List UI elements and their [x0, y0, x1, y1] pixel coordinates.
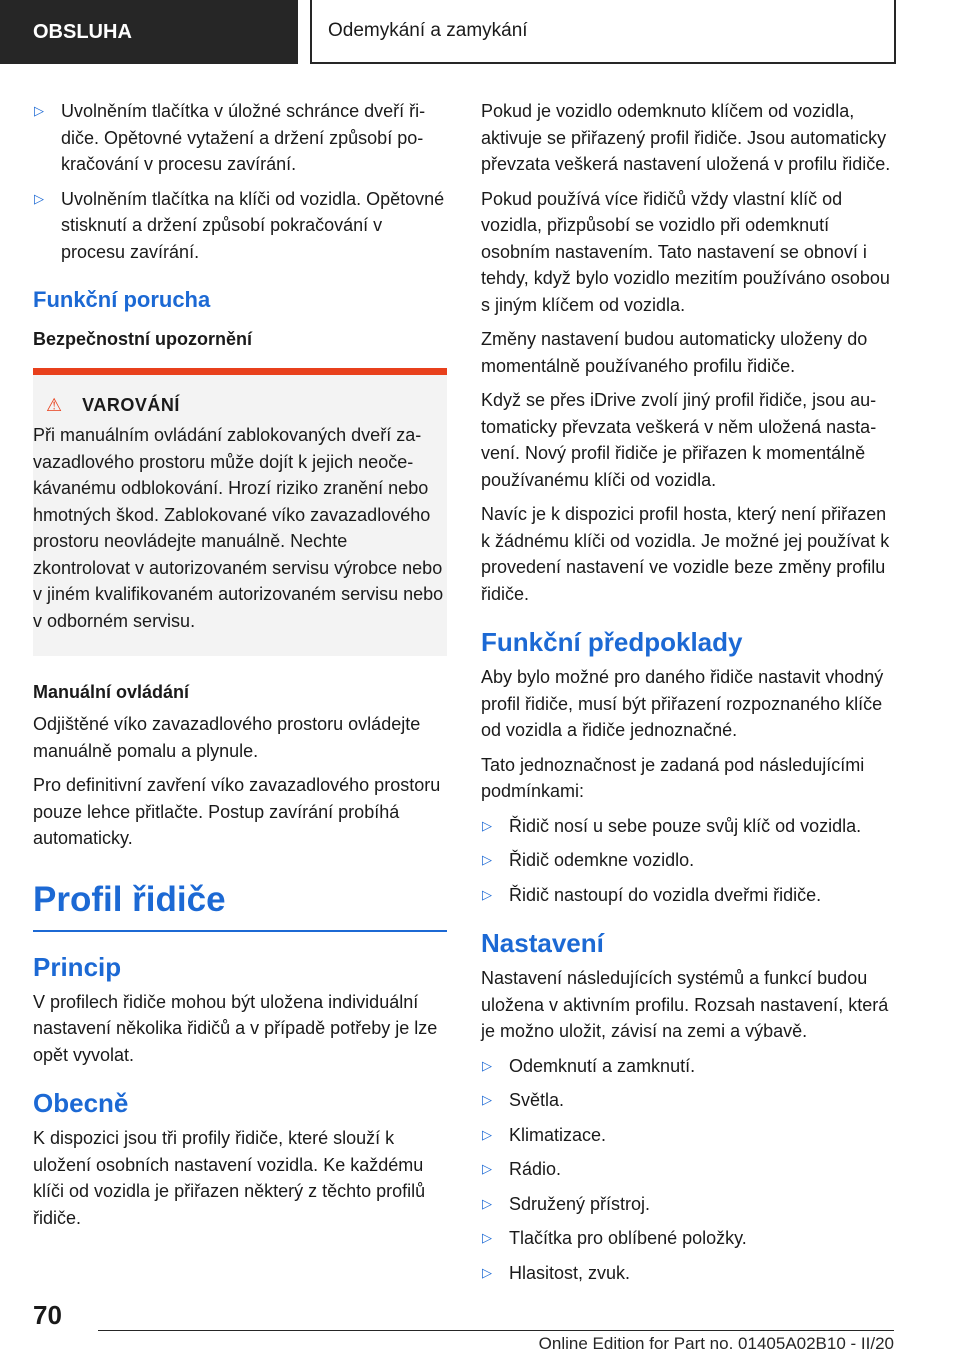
triangle-bullet-icon: ▷	[482, 1057, 492, 1073]
list-item: ▷ Hlasitost, zvuk.	[481, 1260, 895, 1287]
list-item: ▷ Světla.	[481, 1087, 895, 1114]
settings-paragraph: Nastavení následujících systémů a funkcí budou uložena v aktivním profilu. Rozsah nastavení, která je možno uložit, závisí na zemi a výbavě.	[481, 968, 889, 1041]
prereq-paragraph: Aby bylo možné pro daného řidiče nastavit vhodný profil řidiče, musí být přiřazení rozpoznaného klíče od vozidla a řidiče jednoznačné.	[481, 667, 884, 740]
profile-paragraph: Když se přes iDrive zvolí jiný profil řidiče, jsou automaticky převzata veškerá v něm uložená nastavení. Nový profil řidiče je přiřazen k momentálně používanému klíči od vozidla.	[481, 390, 877, 490]
warning-triangle-icon: ⚠	[46, 395, 63, 415]
safety-heading: Bezpečnostní upozornění	[33, 329, 253, 349]
list-item: ▷ Řidič nastoupí do vozidla dveřmi řidiče.	[481, 882, 895, 909]
page-header-title: Odemykání a zamykání	[310, 0, 896, 64]
triangle-bullet-icon: ▷	[482, 1264, 492, 1280]
triangle-bullet-icon: ▷	[34, 190, 44, 206]
list-item: ▷ Řidič odemkne vozidlo.	[481, 847, 895, 874]
warning-title: VAROVÁNÍ	[82, 395, 180, 415]
warning-box	[33, 368, 447, 656]
general-heading: Obecně	[33, 1088, 129, 1118]
list-item: ▷ Odemknutí a zamknutí.	[481, 1053, 895, 1080]
list-item: ▷ Uvolněním tlačítka na klíči od vozidla. Opětovné stisknutí a držení způsobí pokračování v procesu zavírání.	[33, 186, 447, 266]
list-item: ▷ Tlačítka pro oblíbené položky.	[481, 1225, 895, 1252]
triangle-bullet-icon: ▷	[482, 852, 492, 867]
list-item: ▷ Řidič nosí u sebe pouze svůj klíč od vozidla.	[481, 813, 895, 840]
page-number: 70	[33, 1300, 62, 1330]
manual-heading: Manuální ovládání	[33, 682, 190, 702]
profile-paragraph: Pokud je vozidlo odemknuto klíčem od vozidla, aktivuje se přiřazený profil řidiče. Jsou automaticky převzata veškerá nastavení uložená v profilu řidiče.	[481, 101, 891, 174]
triangle-bullet-icon: ▷	[482, 1126, 492, 1142]
profile-heading: Profil řidiče	[33, 880, 447, 932]
footer-divider	[98, 1330, 894, 1331]
edition-footer: Online Edition for Part no. 01405A02B10 - II/20	[538, 1334, 894, 1353]
fault-heading: Funkční porucha	[33, 287, 211, 312]
profile-paragraph: Pokud používá více řidičů vždy vlastní klíč od vozidla, přizpůsobí se vozidlo při odemknutí osobním nastavením. Tato nastavení se obnoví i tehdy, když bylo vozidlo mezitím používáno osobou s jiným klíčem od vozidla.	[481, 188, 890, 315]
triangle-bullet-icon: ▷	[482, 817, 492, 833]
prereq-paragraph: Tato jednoznačnost je zadaná pod následujícími podmínkami:	[481, 754, 865, 801]
profile-paragraph: Změny nastavení budou automaticky uloženy do momentálně používaného profilu řidiče.	[481, 329, 868, 376]
list-item: ▷ Sdružený přístroj.	[481, 1191, 895, 1218]
triangle-bullet-icon: ▷	[482, 886, 492, 902]
triangle-bullet-icon: ▷	[482, 1195, 492, 1211]
list-item: ▷ Uvolněním tlačítka v úložné schránce dveří řidiče. Opětovné vytažení a držení způsobí pokračování v procesu zavírání.	[33, 98, 447, 178]
triangle-bullet-icon: ▷	[482, 1230, 492, 1245]
list-item: ▷ Rádio.	[481, 1156, 895, 1183]
right-column	[481, 98, 895, 1294]
principle-paragraph: V profilech řidiče mohou být uložena individuální nastavení několika řidičů a v případě potřeby je lze opět vyvolat.	[33, 991, 438, 1065]
manual-paragraph: Odjištěné víko zavazadlového prostoru ovládejte manuálně pomalu a plynule.	[33, 714, 421, 761]
settings-heading: Nastavení	[481, 928, 604, 958]
triangle-bullet-icon: ▷	[482, 1161, 492, 1176]
warning-text: Při manuálním ovládání zablokovaných dveří zavazadlového prostoru může dojít k jejich neočekávanému odblokování. Hrozí riziko zranění nebo hmotných škod. Zablokované víko zavazadlového prostoru neovládejte manuálně. Nechte zkontrolovat v autorizovaném servisu výrobce nebo v jiném kvalifikovaném autorizovaném servisu nebo v odborném servisu.	[33, 425, 444, 631]
triangle-bullet-icon: ▷	[482, 1092, 492, 1107]
profile-paragraph: Navíc je k dispozici profil hosta, který není přiřazen k žádnému klíči od vozidla. Je možné jej používat k provedení nastavení ve vozidle beze změny profilu řidiče.	[481, 504, 890, 604]
triangle-bullet-icon: ▷	[34, 103, 44, 118]
manual-paragraph: Pro definitivní zavření víko zavazadlového prostoru pouze lehce přitlačte. Postup zavírání probíhá automaticky.	[33, 775, 441, 848]
prereq-heading: Funkční předpoklady	[481, 627, 743, 657]
general-paragraph: K dispozici jsou tři profily řidiče, které slouží k uložení osobních nastavení vozidla. Ke každému klíči od vozidla je přiřazen některý z těchto profilů řidiče.	[33, 1128, 426, 1228]
principle-heading: Princip	[33, 951, 122, 982]
left-column	[33, 98, 447, 1239]
section-tab: OBSLUHA	[0, 0, 298, 64]
list-item: ▷ Klimatizace.	[481, 1122, 895, 1149]
